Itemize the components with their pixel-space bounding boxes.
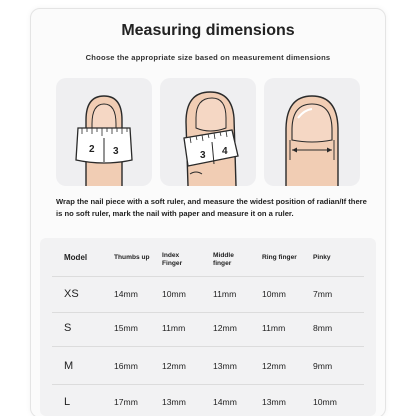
row-pinky: 8mm bbox=[313, 323, 333, 333]
page-subtitle: Choose the appropriate size based on measurement dimensions bbox=[85, 53, 331, 62]
row-ring-finger: 10mm bbox=[262, 289, 286, 299]
row-index-finger: 12mm bbox=[162, 361, 186, 371]
fingertip-ruler-front-icon bbox=[56, 78, 152, 186]
illustration-nail-width bbox=[264, 78, 360, 186]
row-middle-finger: 11mm bbox=[213, 289, 237, 299]
ruler-number-c: 3 bbox=[200, 150, 206, 161]
ruler-number-d: 4 bbox=[222, 146, 228, 157]
ruler-number-a: 2 bbox=[89, 144, 95, 155]
row-ring-finger: 11mm bbox=[262, 323, 286, 333]
row-pinky: 9mm bbox=[313, 361, 333, 371]
table-divider bbox=[52, 346, 364, 347]
illustration-fingertip-ruler bbox=[56, 78, 152, 186]
row-model: S bbox=[64, 322, 72, 334]
row-thumbs-up: 17mm bbox=[114, 397, 138, 407]
page-title: Measuring dimensions bbox=[121, 22, 295, 39]
row-middle-finger: 12mm bbox=[213, 323, 237, 333]
nail-width-measure-icon bbox=[264, 78, 360, 186]
row-index-finger: 10mm bbox=[162, 289, 186, 299]
header-middle-finger: Middle finger bbox=[213, 252, 234, 267]
row-pinky: 10mm bbox=[313, 397, 337, 407]
row-pinky: 7mm bbox=[313, 289, 333, 299]
header-thumbs-up: Thumbs up bbox=[114, 254, 150, 261]
row-thumbs-up: 15mm bbox=[114, 323, 138, 333]
header-ring-finger: Ring finger bbox=[262, 254, 297, 261]
header-model: Model bbox=[64, 253, 88, 262]
ruler-number-b: 3 bbox=[113, 146, 119, 157]
row-index-finger: 11mm bbox=[162, 323, 186, 333]
row-model: XS bbox=[64, 288, 79, 300]
table-divider bbox=[52, 312, 364, 313]
row-index-finger: 13mm bbox=[162, 397, 186, 407]
thumb-ruler-side-icon bbox=[160, 78, 256, 186]
row-thumbs-up: 16mm bbox=[114, 361, 138, 371]
illustration-thumb-ruler bbox=[160, 78, 256, 186]
row-model: L bbox=[64, 396, 71, 408]
row-middle-finger: 13mm bbox=[213, 361, 237, 371]
row-ring-finger: 12mm bbox=[262, 361, 286, 371]
row-model: M bbox=[64, 360, 74, 372]
header-pinky: Pinky bbox=[313, 254, 331, 261]
row-middle-finger: 14mm bbox=[213, 397, 237, 407]
size-table bbox=[40, 238, 376, 416]
table-divider bbox=[52, 276, 364, 277]
table-divider bbox=[52, 384, 364, 385]
row-ring-finger: 13mm bbox=[262, 397, 286, 407]
measurement-instructions: Wrap the nail piece with a soft ruler, and measure the widest position of radian/If there is no soft ruler, mark the nail with paper and measure it on a ruler. bbox=[56, 197, 367, 218]
row-thumbs-up: 14mm bbox=[114, 289, 138, 299]
header-index-finger: Index Finger bbox=[162, 252, 183, 267]
